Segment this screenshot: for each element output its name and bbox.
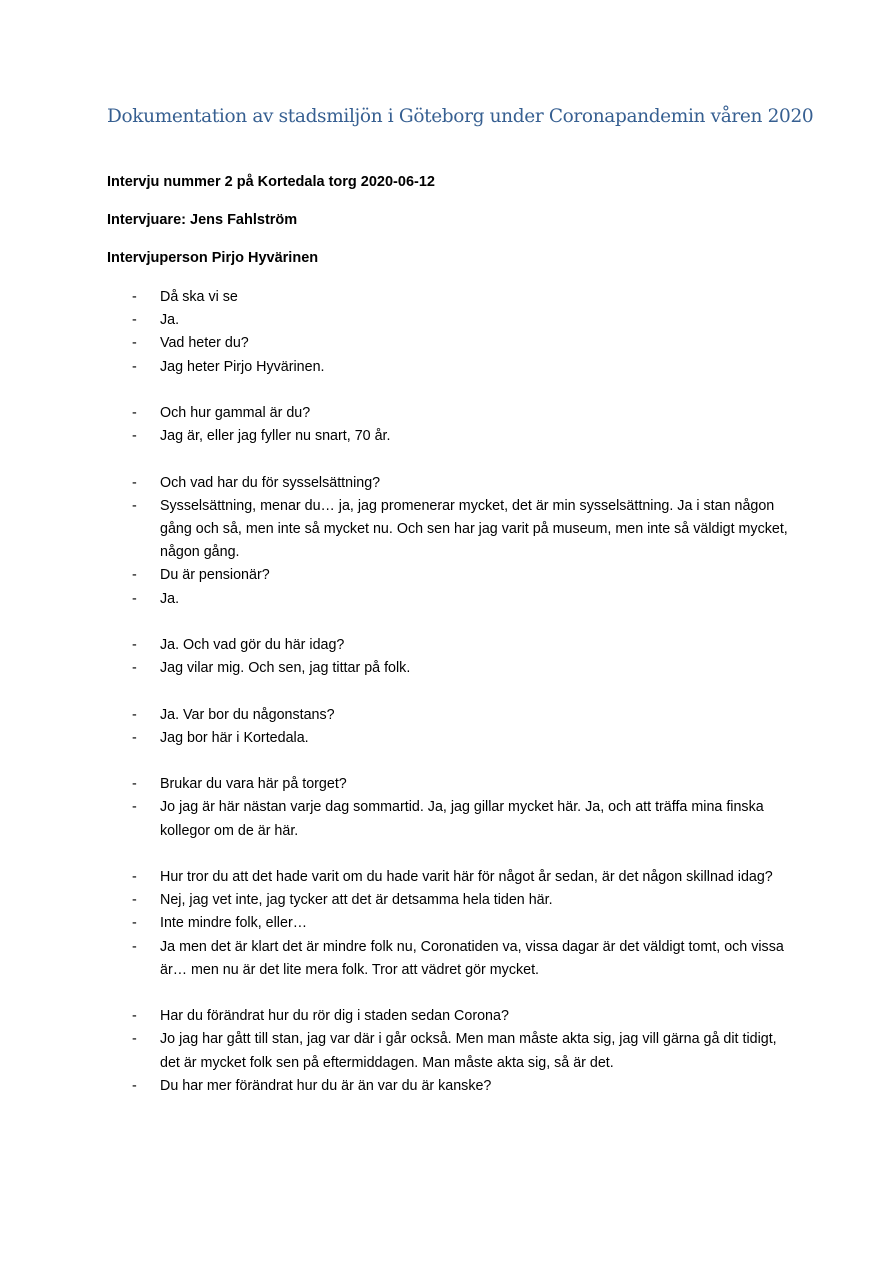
paragraph-gap	[0, 680, 892, 703]
dialogue-line	[0, 912, 790, 935]
dash-bullet: -	[132, 1008, 137, 1025]
paragraph-gap	[0, 611, 892, 634]
dialogue-text: Ja. Och vad gör du här idag?	[160, 637, 345, 653]
dash-bullet: -	[132, 637, 137, 653]
dash-bullet: -	[132, 358, 137, 375]
dialogue-text: Sysselsättning, menar du… ja, jag promenerar mycket, det är min sysselsättning. Ja i stan någon gång och så, men inte så mycket nu. Och sen har jag varit på museum, men inte så väldigt mycket, någon gång.	[160, 497, 788, 561]
dash-bullet: -	[132, 1031, 137, 1048]
dash-bullet: -	[132, 590, 137, 607]
dialogue-line	[0, 588, 790, 611]
paragraph-gap	[0, 843, 892, 866]
dash-bullet: -	[132, 567, 137, 584]
dash-bullet: -	[132, 660, 137, 677]
dialogue-line	[0, 286, 790, 309]
dialogue-text: Och vad har du för sysselsättning?	[160, 474, 381, 491]
paragraph-gap	[0, 379, 892, 402]
dash-bullet: -	[132, 729, 137, 746]
dash-bullet: -	[132, 776, 137, 793]
dialogue-line	[0, 425, 790, 448]
dialogue-line	[0, 634, 790, 657]
dialogue-line	[0, 309, 790, 332]
dialogue-text: Du är pensionär?	[160, 567, 270, 584]
dialogue-text: Ja men det är klart det är mindre folk nu, Coronatiden va, vissa dagar är det väldigt tomt, och vissa är… men nu är det lite mera folk. Tror att vädret gör mycket.	[160, 938, 784, 978]
paragraph-gap	[0, 982, 892, 1005]
dash-bullet: -	[132, 892, 137, 909]
dialogue-line	[0, 1028, 790, 1074]
dialogue-text: Ja. Var bor du någonstans?	[160, 706, 335, 723]
dash-bullet: -	[132, 497, 137, 514]
dash-bullet: -	[132, 938, 137, 955]
dialogue-line	[0, 704, 790, 727]
dialogue-text: Hur tror du att det hade varit om du hade varit här för något år sedan, är det någon skillnad idag?	[160, 868, 773, 885]
dialogue-text: Har du förändrat hur du rör dig i staden sedan Corona?	[160, 1008, 509, 1025]
dialogue-text: Nej, jag vet inte, jag tycker att det är detsamma hela tiden här.	[160, 892, 553, 909]
interview-heading: Intervju nummer 2 på Kortedala torg 2020-06-12	[107, 174, 435, 190]
dash-bullet: -	[132, 706, 137, 723]
dialogue-line	[0, 727, 790, 750]
dialogue-text: Då ska vi se	[160, 289, 238, 305]
dialogue-line	[0, 495, 790, 565]
dialogue-line	[0, 889, 790, 912]
interviewer-line: Intervjuare: Jens Fahlström	[107, 212, 298, 228]
dialogue-text: Ja.	[160, 590, 180, 607]
dialogue-text: Jag vilar mig. Och sen, jag tittar på folk.	[160, 660, 411, 677]
dialogue-line	[0, 564, 790, 587]
dialogue-text: Brukar du vara här på torget?	[160, 776, 347, 793]
dialogue-text: Jag är, eller jag fyller nu snart, 70 år.	[160, 428, 391, 445]
dialogue-text: Du har mer förändrat hur du är än var du är kanske?	[160, 1077, 492, 1094]
dialogue-line	[0, 332, 790, 355]
dialogue-line	[0, 1005, 790, 1028]
dialogue-line	[0, 472, 790, 495]
dialogue-text: Ja.	[160, 312, 180, 329]
dialogue-text: Jo jag är här nästan varje dag sommartid. Ja, jag gillar mycket här. Ja, och att träffa mina finska kollegor om de är här.	[160, 799, 764, 839]
dialogue-line	[0, 1075, 790, 1098]
dialogue-text: Vad heter du?	[160, 335, 249, 352]
dialogue-line	[0, 866, 790, 889]
dialogue-text: Jag heter Pirjo Hyvärinen.	[160, 358, 325, 375]
dialogue-text: Och hur gammal är du?	[160, 405, 311, 421]
dash-bullet: -	[132, 428, 137, 445]
dialogue-text: Jag bor här i Kortedala.	[160, 729, 309, 746]
dash-bullet: -	[132, 1077, 137, 1094]
dialogue-line	[0, 402, 790, 425]
dialogue-list	[0, 286, 892, 1098]
dialogue-text: Inte mindre folk, eller…	[160, 915, 307, 932]
dialogue-line	[0, 773, 790, 796]
dialogue-line	[0, 356, 790, 379]
dash-bullet: -	[132, 335, 137, 352]
paragraph-gap	[0, 750, 892, 773]
dash-bullet: -	[132, 799, 137, 816]
dash-bullet: -	[132, 474, 137, 491]
dash-bullet: -	[132, 405, 137, 421]
interviewee-line: Intervjuperson Pirjo Hyvärinen	[107, 250, 319, 266]
dash-bullet: -	[132, 915, 137, 932]
dash-bullet: -	[132, 312, 137, 329]
dialogue-line	[0, 657, 790, 680]
dialogue-text: Jo jag har gått till stan, jag var där i går också. Men man måste akta sig, jag vill gärna gå dit tidigt, det är mycket folk sen på eftermiddagen. Man måste akta sig, så är det.	[160, 1031, 777, 1071]
document-title: Dokumentation av stadsmiljön i Göteborg under Coronapandemin våren 2020	[107, 106, 814, 127]
dash-bullet: -	[132, 289, 137, 305]
paragraph-gap	[0, 448, 892, 471]
dialogue-line	[0, 796, 790, 842]
dash-bullet: -	[132, 868, 137, 885]
dialogue-line	[0, 936, 790, 982]
